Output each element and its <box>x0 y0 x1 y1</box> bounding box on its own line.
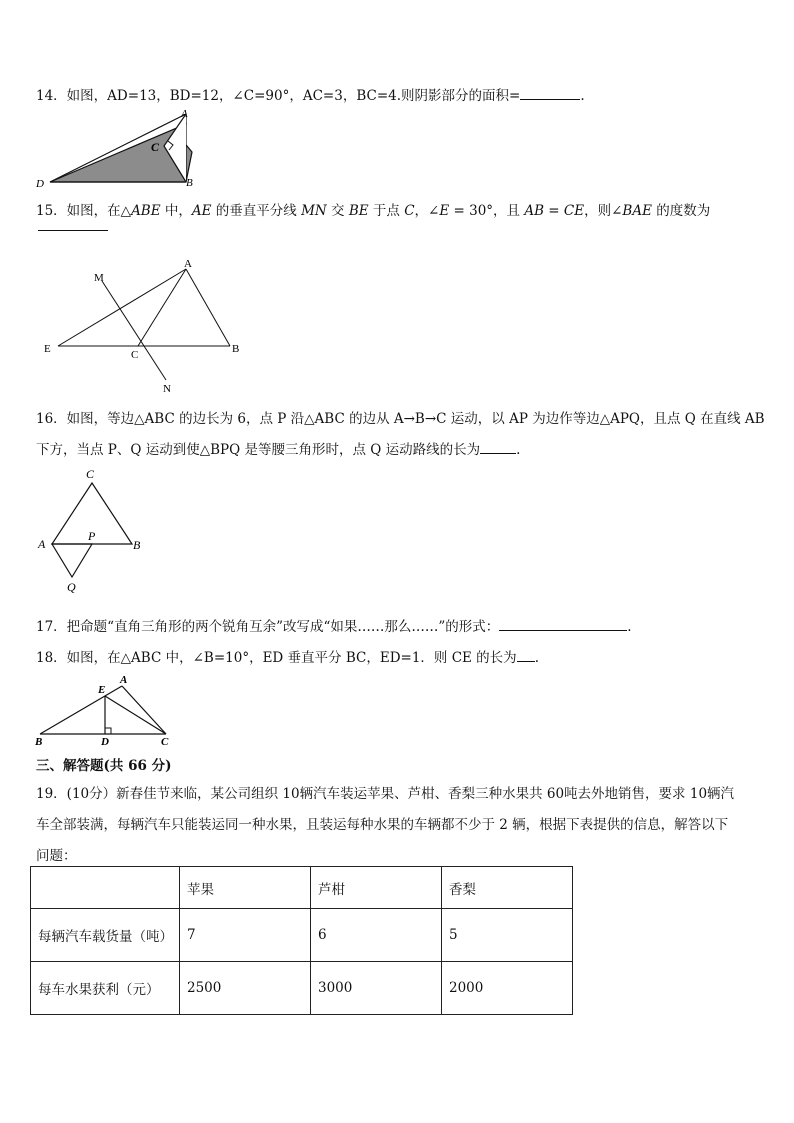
table-header-cell: 香梨 <box>442 867 573 909</box>
label-a: A <box>120 674 128 686</box>
label-a: A <box>184 258 192 270</box>
q15-text: 15．如图，在△ABE 中，AE 的垂直平分线 MN 交 BE 于点 C，∠E = 30°，且 AB = CE，则∠BAE 的度数为 <box>36 203 711 219</box>
segment-ca <box>138 269 186 346</box>
answer-blank <box>480 441 516 454</box>
answer-blank <box>499 618 627 631</box>
label-m: M <box>94 272 104 284</box>
table-header-cell: 芦柑 <box>311 867 442 909</box>
table-row <box>31 909 573 962</box>
table-cell: 5 <box>442 909 573 962</box>
q14-text: 14．如图，AD=13，BD=12，∠C=90°，AC=3，BC=4.则阴影部分的面积= . <box>36 88 585 104</box>
label-c: C <box>86 467 95 481</box>
label-c: C <box>151 140 160 154</box>
q17-text: 17．把命题“直角三角形的两个锐角互余”改写成“如果……那么……”的形式： . <box>36 619 632 635</box>
label-q: Q <box>67 580 76 594</box>
label-b: B <box>186 177 193 189</box>
q16-figure <box>30 463 160 598</box>
right-angle-mark <box>105 728 111 734</box>
table-cell: 6 <box>311 909 442 962</box>
section-heading: 三、解答题(共 66 分) <box>36 758 172 774</box>
q18-text: 18．如图，在△ABC 中，∠B=10°，ED 垂直平分 BC，ED=1．则 CE 的长为 . <box>36 650 539 666</box>
q19-line2: 车全部装满，每辆汽车只能装运同一种水果，且装运每种水果的车辆都不少于 2 辆，根据下表提供的信息，解答以下 <box>36 817 729 833</box>
table-cell: 每辆汽车载货量（吨） <box>31 909 180 962</box>
label-b: B <box>232 343 240 355</box>
label-n: N <box>163 383 171 395</box>
q16-line2: 下方，当点 P、Q 运动到使△BPQ 是等腰三角形时，点 Q 运动路线的长为 . <box>36 442 521 458</box>
answer-blank <box>517 649 535 662</box>
label-e: E <box>98 684 106 696</box>
triangle-apq <box>52 544 92 577</box>
label-d: D <box>101 736 109 748</box>
q18-figure <box>30 672 180 748</box>
table-header-cell: 苹果 <box>180 867 311 909</box>
table-cell: 3000 <box>311 962 442 1015</box>
q14-figure <box>30 106 210 190</box>
answer-blank <box>520 87 580 100</box>
label-d: D <box>36 178 44 190</box>
table-row <box>31 962 573 1015</box>
label-b: B <box>133 538 141 552</box>
line-mn <box>102 281 166 380</box>
table-cell: 7 <box>180 909 311 962</box>
label-e: E <box>44 343 51 355</box>
q16-line1: 16．如图，等边△ABC 的边长为 6，点 P 沿△ABC 的边从 A→B→C 运动，以 AP 为边作等边△APQ，且点 Q 在直线 AB <box>36 411 765 427</box>
q19-line3: 问题： <box>36 848 77 864</box>
label-c: C <box>131 349 139 361</box>
label-p: P <box>88 529 96 543</box>
fruit-table <box>30 866 573 1015</box>
label-a: A <box>38 537 46 551</box>
answer-blank <box>38 230 108 231</box>
segment-ec <box>105 696 166 734</box>
table-cell: 每车水果获利（元） <box>31 962 180 1015</box>
q15-figure <box>30 254 250 398</box>
label-c: C <box>161 736 169 748</box>
segment-ab <box>186 269 230 346</box>
table-cell: 2500 <box>180 962 311 1015</box>
segment-ba <box>40 686 122 734</box>
table-header-row <box>31 867 573 909</box>
label-b: B <box>35 736 43 748</box>
table-header-cell <box>31 867 180 909</box>
q19-line1: 19．(10分）新春佳节来临，某公司组织 10辆汽车装运苹果、芦柑、香梨三种水果共 60吨去外地销售，要求 10辆汽 <box>36 786 735 802</box>
segment-ea <box>58 269 186 346</box>
table-cell: 2000 <box>442 962 573 1015</box>
label-a: A <box>181 108 188 120</box>
